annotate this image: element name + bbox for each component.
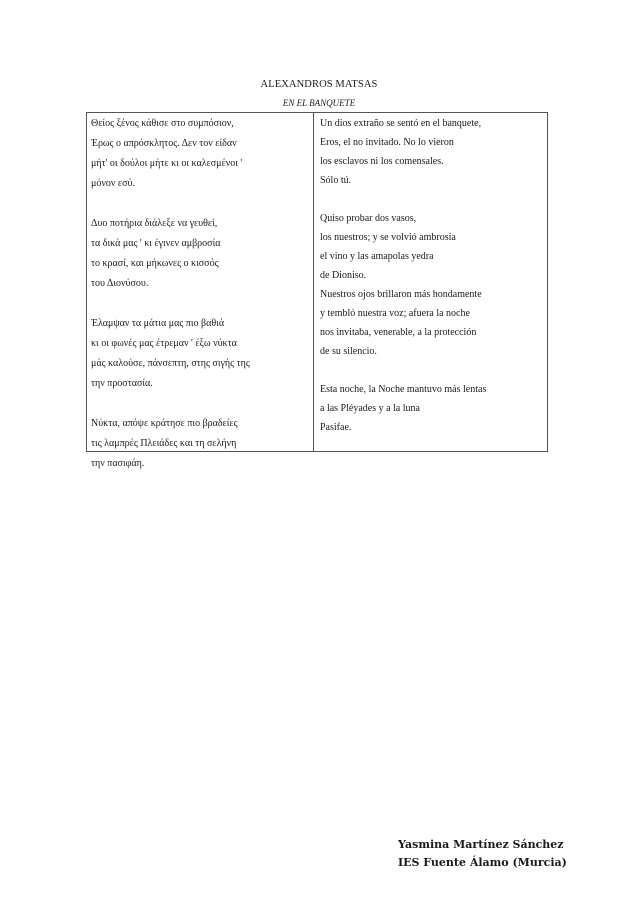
greek-line: την προστασία. [91, 378, 153, 389]
greek-line [91, 197, 313, 217]
spanish-line: nos invitaba, venerable, a la protección [320, 327, 477, 338]
spanish-line: Pasifae. [320, 422, 352, 433]
greek-line: μόνον εσύ. [91, 178, 135, 189]
poem-table [86, 112, 548, 469]
spanish-line: Esta noche, la Noche mantuvo más lentas [320, 384, 487, 395]
spanish-line [320, 193, 547, 212]
author-name: Yasmina Martínez Sánchez [398, 838, 564, 851]
greek-line: μήτ' οι δούλοι μήτε κι οι καλεσμένοι ' [91, 158, 243, 169]
greek-column [87, 113, 314, 469]
spanish-line: Eros, el no invitado. No lo vieron [320, 137, 454, 148]
poem-title: EN EL BANQUETE [282, 98, 356, 108]
spanish-line: Nuestros ojos brillaron más hondamente [320, 289, 482, 300]
greek-line: Δυο ποτήρια διάλεξε να γευθεί, [91, 218, 218, 229]
spanish-column [314, 113, 547, 451]
greek-line: Θείος ξένος κάθισε στο συμπόσιον, [91, 118, 234, 129]
greek-line: την πασιφάη. [91, 458, 145, 469]
greek-line: μάς καλούσε, πάνσεπτη, στης σιγής της [91, 358, 250, 369]
spanish-line: los esclavos ni los comensales. [320, 156, 444, 167]
spanish-line: y tembló nuestra voz; afuera la noche [320, 308, 470, 319]
spanish-line: a las Pléyades y a la luna [320, 403, 420, 414]
author-school: IES Fuente Álamo (Murcia) [398, 856, 567, 869]
spanish-line: el vino y las amapolas yedra [320, 251, 434, 262]
poem-author: ALEXANDROS MATSAS [260, 79, 378, 90]
spanish-line: Sólo tú. [320, 175, 352, 186]
greek-line: Νύκτα, απόψε κράτησε πιο βραδείες [91, 418, 238, 429]
greek-line: τις λαμπρές Πλειάδες και τη σελήνη [91, 438, 237, 449]
greek-line: Έλαμψαν τα μάτια μας πιο βαθιά [91, 318, 225, 329]
greek-line: κι οι φωνές μας έτρεμαν ' έξω νύκτα [91, 338, 237, 349]
greek-line: τα δικά μας ' κι έγινεν αμβροσία [91, 238, 221, 249]
spanish-line [320, 364, 547, 383]
greek-line [91, 297, 313, 317]
spanish-line: de Dioniso. [320, 270, 367, 281]
greek-line: του Διονύσου. [91, 278, 149, 289]
spanish-line: Un dios extraño se sentó en el banquete, [320, 118, 482, 129]
greek-line: Έρως ο απρόσκλητος. Δεν τον είδαν [91, 138, 237, 149]
spanish-line: de su silencio. [320, 346, 377, 357]
spanish-line: Quiso probar dos vasos, [320, 213, 417, 224]
greek-line: το κρασί, και μήκωνες ο κισσός [91, 258, 219, 269]
greek-line [91, 397, 313, 417]
spanish-line: los nuestros; y se volvió ambrosía [320, 232, 456, 243]
